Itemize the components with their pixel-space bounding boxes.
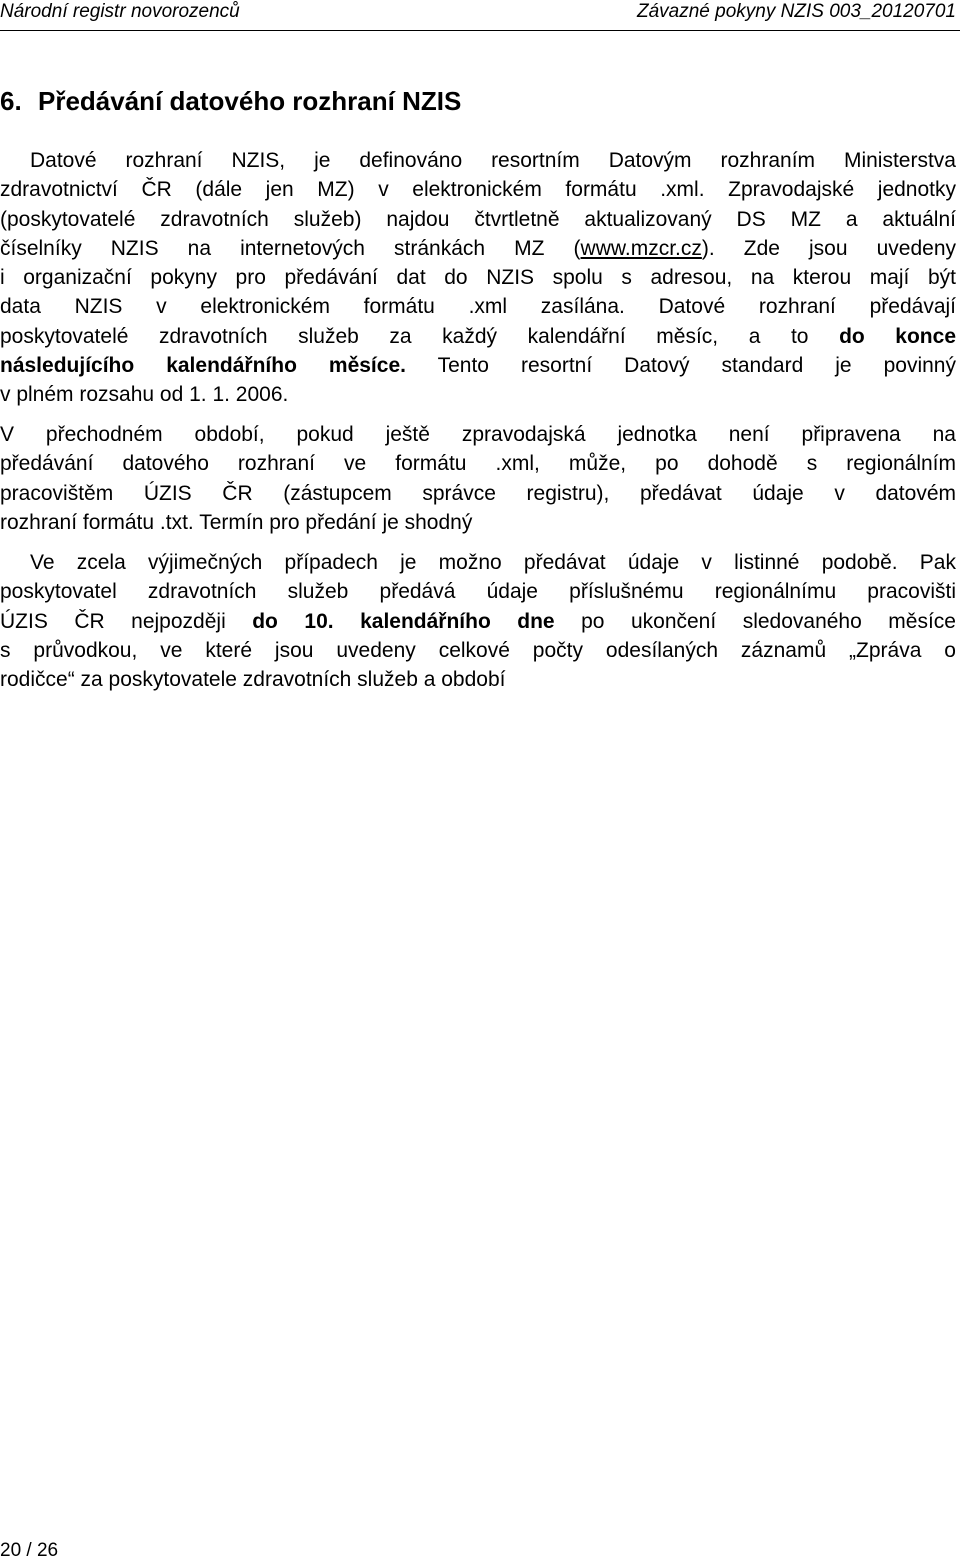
- text-line: (poskytovatelé zdravotních služeb) najdou čtvrtletně aktualizovaný DS MZ a aktuální: [0, 207, 956, 231]
- text-line: [0, 322, 956, 351]
- paragraph-paper-form: [0, 548, 956, 694]
- header-document-title: Národní registr novorozenců: [0, 1, 240, 22]
- page-number: 20 / 26: [0, 1540, 59, 1561]
- section-number: 6.: [0, 86, 22, 116]
- paragraph-data-interface: [0, 146, 956, 410]
- text-fragment: ÚZIS ČR nejpozději: [0, 609, 253, 633]
- mzcr-link[interactable]: www.mzcr.cz: [580, 236, 702, 260]
- bold-deadline: do 10. kalendářního dne: [252, 609, 555, 633]
- text-line: rodičce“ za poskytovatele zdravotních služeb a období: [0, 668, 506, 692]
- text-line: v plném rozsahu od 1. 1. 2006.: [0, 383, 289, 407]
- text-line: [0, 351, 956, 380]
- text-fragment: číselníky NZIS na internetových stránkách MZ (: [0, 236, 581, 260]
- text-fragment: poskytovatelé zdravotních služeb za každý kalendářní měsíc, a to: [0, 324, 840, 348]
- text-line: V přechodném období, pokud ještě zpravodajská jednotka není připravena na: [0, 423, 956, 446]
- header-document-code: Závazné pokyny NZIS 003_20120701: [637, 1, 956, 22]
- text-line: Ve zcela výjimečných případech je možno předávat údaje v listinné podobě. Pak: [30, 551, 956, 574]
- section-heading: [0, 86, 461, 117]
- section-title: Předávání datového rozhraní NZIS: [38, 86, 462, 116]
- bold-deadline: do konce: [839, 324, 956, 348]
- text-line: [0, 234, 956, 263]
- text-line: Datové rozhraní NZIS, je definováno resortním Datovým rozhraním Ministerstva: [30, 149, 956, 172]
- text-line: poskytovatel zdravotních služeb předává údaje příslušnému regionálnímu pracovišti: [0, 580, 956, 604]
- text-line: zdravotnictví ČR (dále jen MZ) v elektronickém formátu .xml. Zpravodajské jednotky: [0, 178, 956, 202]
- paragraph-transition-period: [0, 420, 956, 537]
- text-line: pracovištěm ÚZIS ČR (zástupcem správce registru), předávat údaje v datovém: [0, 481, 956, 505]
- text-fragment: po ukončení sledovaného měsíce: [554, 609, 956, 633]
- text-line: i organizační pokyny pro předávání dat do NZIS spolu s adresou, na kterou mají být: [0, 266, 956, 290]
- text-line: data NZIS v elektronickém formátu .xml zasílána. Datové rozhraní předávají: [0, 295, 956, 319]
- page-header: [0, 0, 960, 31]
- text-line: předávání datového rozhraní ve formátu .xml, může, po dohodě s regionálním: [0, 452, 956, 476]
- text-line: s průvodkou, ve které jsou uvedeny celkové počty odesílaných záznamů „Zpráva o: [0, 638, 956, 662]
- bold-deadline: následujícího kalendářního měsíce.: [0, 354, 406, 378]
- text-line: [0, 607, 956, 636]
- text-line: rozhraní formátu .txt. Termín pro předání je shodný: [0, 510, 473, 534]
- text-fragment: ). Zde jsou uvedeny: [701, 236, 956, 260]
- text-fragment: Tento resortní Datový standard je povinný: [405, 354, 956, 378]
